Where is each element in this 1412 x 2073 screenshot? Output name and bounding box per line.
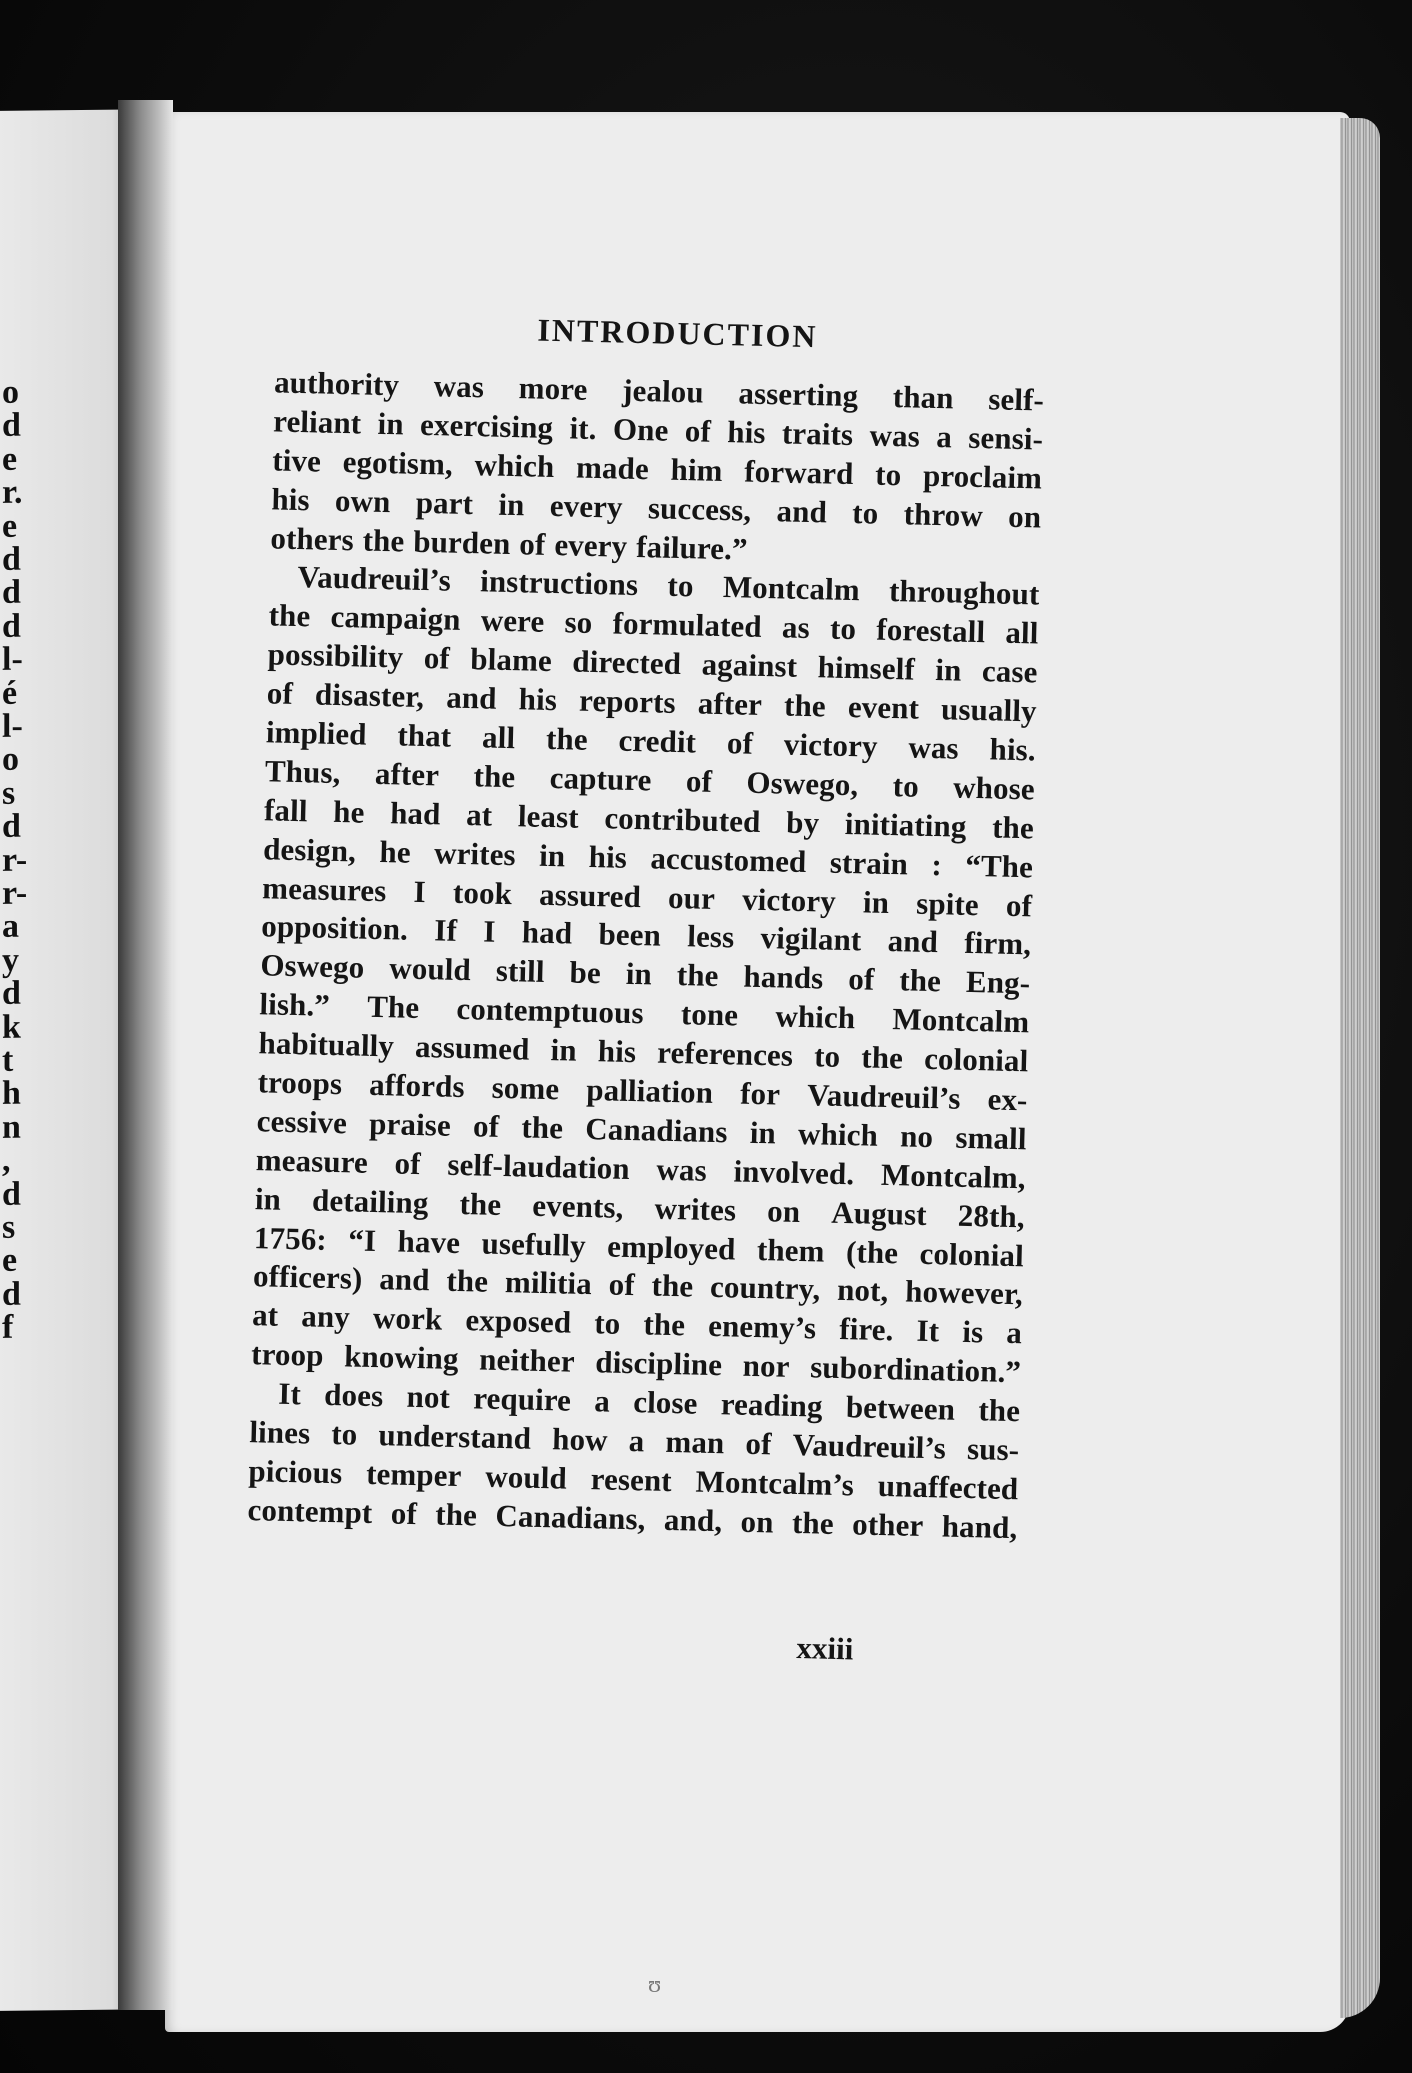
text-line: authority was more jealou asserting than self-	[273, 364, 1045, 418]
left-page-letter: r.	[2, 473, 23, 512]
text-line: Vaudreuil’s instructions to Montcalm throughout	[297, 559, 1040, 612]
text-line: of disaster, and his reports after the event usually	[266, 675, 1038, 729]
left-page-letter: a	[2, 908, 19, 946]
left-page-letter: f	[2, 1308, 14, 1347]
text-line: tive egotism, which made him forward to proclaim	[271, 442, 1043, 496]
text-line: lines to understand how a man of Vaudreuil’s sus-	[249, 1414, 1020, 1468]
text-line: others the burden of every failure.”	[270, 519, 748, 567]
text-line: implied that all the credit of victory was his.	[265, 714, 1037, 768]
left-page-letter: d	[2, 607, 21, 645]
left-page-letter: ,	[2, 1141, 11, 1180]
text-line: in detailing the events, writes on August 28th,	[254, 1180, 1026, 1235]
left-page-letter: s	[2, 774, 16, 812]
book-gutter	[118, 100, 173, 2010]
left-page-letter: t	[2, 1041, 14, 1079]
left-page-letter: s	[2, 1208, 16, 1246]
left-page-letter: e	[2, 507, 18, 545]
text-line: cessive praise of the Canadians in which no small	[256, 1103, 1027, 1157]
left-page-letter: é	[2, 674, 18, 712]
text-line: 1756: “I have usefully employed them (the colonial	[253, 1219, 1025, 1273]
text-line: Oswego would still be in the hands of the Eng-	[260, 947, 1031, 1001]
left-page-letter: h	[2, 1075, 21, 1113]
left-page-letter: e	[2, 440, 18, 478]
left-page-letter: r-	[2, 874, 28, 912]
text-line: possibility of blame directed against himself in case	[267, 636, 1038, 690]
text-line: lish.” The contemptuous tone which Montcalm	[259, 986, 1030, 1040]
text-line: contempt of the Canadians, and, on the other hand,	[247, 1491, 1018, 1546]
left-page-letter: d	[2, 407, 21, 445]
left-page-letter: d	[2, 807, 21, 846]
left-page-letter: o	[2, 373, 19, 411]
text-line: It does not require a close reading between the	[277, 1375, 1021, 1429]
left-page-letter: r-	[2, 841, 28, 879]
text-line: reliant in exercising it. One of his traits was a sensi-	[272, 403, 1044, 457]
left-page-letter: l-	[2, 640, 23, 679]
text-line: fall he had at least contributed by initiating the	[263, 792, 1035, 846]
text-line: measure of self-laudation was involved. Montcalm,	[255, 1142, 1027, 1196]
left-page-letter: d	[2, 1275, 21, 1313]
left-page-letter: k	[2, 1008, 21, 1046]
left-page-letter: e	[2, 1242, 18, 1280]
text-line: troop knowing neither discipline nor subordination.”	[250, 1336, 1022, 1390]
text-line: design, he writes in his accustomed strain : “The	[262, 830, 1034, 885]
left-page-letter: n	[2, 1108, 21, 1146]
text-line: at any work exposed to the enemy’s fire. It is a	[251, 1297, 1023, 1351]
left-page-letter: d	[2, 1175, 21, 1213]
text-line: habitually assumed in his references to the colonial	[258, 1025, 1029, 1079]
left-page-letter: d	[2, 540, 21, 578]
text-line: the campaign were so formulated as to forestall all	[268, 597, 1039, 651]
text-line: troops affords some palliation for Vaudreuil’s ex-	[257, 1064, 1028, 1118]
text-line: Thus, after the capture of Oswego, to whose	[264, 753, 1036, 807]
text-line: measures I took assured our victory in spite of	[261, 869, 1033, 923]
page-number: xxiii	[796, 1630, 854, 1667]
left-page-letter: d	[2, 574, 21, 612]
page-edge-stack	[1340, 118, 1380, 2018]
text-line: officers) and the militia of the country, not, however,	[252, 1258, 1024, 1312]
text-line: his own part in every success, and to throw on	[271, 481, 1042, 535]
text-line: opposition. If I had been less vigilant and firm,	[260, 908, 1032, 962]
binding-mark: ʊ	[648, 1972, 662, 1998]
left-page-letter: l-	[2, 707, 23, 745]
left-page-letter: y	[2, 941, 19, 979]
running-head: INTRODUCTION	[537, 311, 818, 355]
left-page-letter: d	[2, 974, 21, 1013]
left-page-letter: o	[2, 741, 19, 779]
body-text	[247, 363, 1044, 1548]
text-line: picious temper would resent Montcalm’s unaffected	[248, 1453, 1019, 1507]
